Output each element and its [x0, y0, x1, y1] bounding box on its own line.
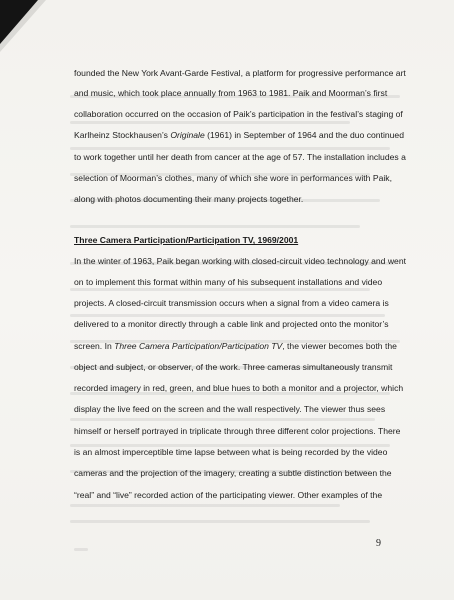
bleed-through-mark	[74, 548, 88, 551]
text-line: recorded imagery in red, green, and blue hues to both a monitor and a projector, which	[74, 383, 404, 393]
italic-title: Three Camera Participation/Participation TV	[114, 341, 283, 351]
text-line: along with photos documenting their many projects together.	[74, 194, 304, 204]
text-line: collaboration occurred on the occasion of Paik’s participation in the festival’s staging of	[74, 109, 403, 119]
text-line: himself or herself portrayed in triplicate through three different color projections. There	[74, 426, 401, 436]
bleed-through-line	[70, 418, 375, 421]
text-line: on to implement this format within many of his subsequent installations and video	[74, 277, 383, 287]
text-line: “real” and “live” recorded action of the participating viewer. Other examples of the	[74, 490, 383, 500]
text-line: and music, which took place annually from 1963 to 1981. Paik and Moorman’s first	[74, 88, 388, 98]
page-number: 9	[376, 538, 381, 549]
text-line: founded the New York Avant-Garde Festival, a platform for progressive performance art	[74, 68, 406, 78]
folded-corner	[0, 0, 38, 44]
text-line: delivered to a monitor directly through a cable link and projected onto the monitor’s	[74, 319, 389, 329]
text-line: object and subject, or observer, of the work. Three cameras simultaneously transmit	[74, 362, 393, 372]
bleed-through-line	[70, 147, 390, 150]
bleed-through-line	[70, 504, 340, 507]
text-line: In the winter of 1963, Paik began working with closed-circuit video technology and went	[74, 256, 407, 266]
text-run: (1961) in September of 1964 and the duo continued	[204, 130, 404, 140]
text-line: cameras and the projection of the imagery, creating a subtle distinction between the	[74, 468, 392, 478]
bleed-through-line	[70, 520, 370, 523]
section-heading: Three Camera Participation/Participation TV, 1969/2001	[74, 235, 299, 245]
bleed-through-line	[70, 225, 360, 228]
text-line: display the live feed on the screen and the wall respectively. The viewer thus sees	[74, 404, 386, 414]
text-line: projects. A closed-circuit transmission occurs when a signal from a video camera is	[74, 298, 389, 308]
text-line: is an almost imperceptible time lapse between what is being recorded by the video	[74, 447, 388, 457]
text-line: to work together until her death from cancer at the age of 57. The installation includes a	[74, 152, 406, 162]
italic-title: Originale	[170, 130, 205, 140]
bleed-through-line	[70, 288, 370, 291]
text-line-with-italic	[74, 130, 404, 141]
text-line: selection of Moorman’s clothes, many of which she wore in performances with Paik,	[74, 173, 392, 183]
text-run: Karlheinz Stockhausen’s	[74, 130, 171, 140]
text-run: screen. In	[74, 341, 115, 351]
bleed-through-line	[70, 314, 385, 317]
bleed-through-line	[70, 121, 350, 124]
text-line-with-italic	[74, 341, 397, 352]
text-run: , the viewer becomes both the	[282, 341, 397, 351]
